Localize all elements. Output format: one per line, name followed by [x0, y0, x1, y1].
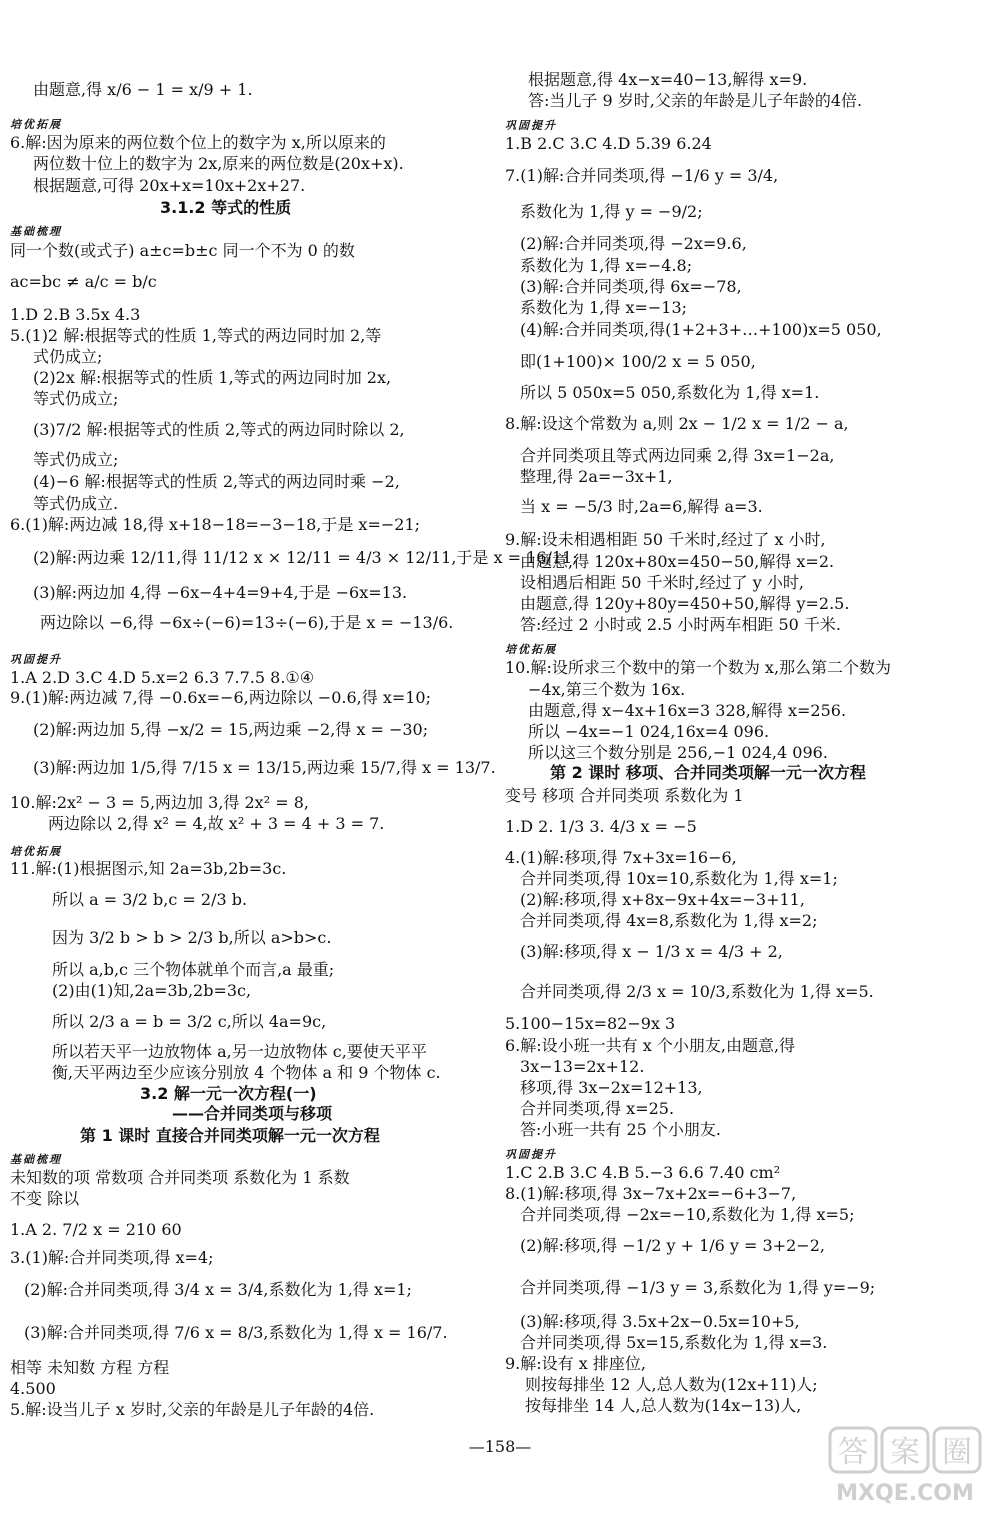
answer-line: ac=bc ≠ a/c = b/c	[10, 272, 157, 291]
answer-line: (2)解:两边加 5,得 −x/2 = 15,两边乘 −2,得 x = −30;	[33, 720, 429, 739]
section-heading: 巩固提升	[10, 653, 62, 666]
answer-line: 3x−13=2x+12.	[520, 1057, 645, 1076]
answer-line: 合并同类项,得 4x=8,系数化为 1,得 x=2;	[520, 911, 818, 930]
answer-line: (3)7/2 解:根据等式的性质 2,等式的两边同时除以 2,	[33, 420, 405, 439]
answer-line: 1.C 2.B 3.C 4.B 5.−3 6.6 7.40 cm²	[505, 1163, 781, 1182]
answer-line: 1.A 2.D 3.C 4.D 5.x=2 6.3 7.7.5 8.①④	[10, 668, 315, 687]
answer-line: 同一个数(或式子) a±c=b±c 同一个不为 0 的数	[10, 241, 355, 260]
answer-line: (2)解:两边乘 12/11,得 11/12 x × 12/11 = 4/3 × 12/11,于是 x = 16/11;	[33, 548, 578, 567]
answer-line: 合并同类项,得 x=25.	[520, 1099, 675, 1118]
section-heading: 巩固提升	[505, 1148, 557, 1161]
watermark-char-1: 答	[838, 1435, 868, 1470]
answer-line: 10.解:设所求三个数中的第一个数为 x,那么第二个数为	[505, 658, 892, 677]
section-heading: 基础梳理	[10, 1153, 62, 1166]
answer-line: 答:小班一共有 25 个小朋友.	[520, 1120, 722, 1139]
answer-line: 1.B 2.C 3.C 4.D 5.39 6.24	[505, 134, 712, 153]
answer-line: (3)解:合并同类项,得 7/6 x = 8/3,系数化为 1,得 x = 16/7.	[24, 1323, 448, 1342]
answer-line: 合并同类项,得 10x=10,系数化为 1,得 x=1;	[520, 869, 838, 888]
answer-line: 设相遇后相距 50 千米时,经过了 y 小时,	[520, 573, 804, 592]
watermark-logo	[820, 1420, 990, 1510]
answer-line: 由题意,得 x/6 − 1 = x/9 + 1.	[33, 80, 253, 99]
section-heading: 培优拓展	[10, 118, 62, 131]
answer-line: 由题意,得 120y+80y=450+50,解得 y=2.5.	[520, 594, 850, 613]
answer-line: 所以 a = 3/2 b,c = 2/3 b.	[52, 890, 248, 909]
answer-line: 答:经过 2 小时或 2.5 小时两车相距 50 千米.	[520, 615, 841, 634]
answer-line: 所以 −4x=−1 024,16x=4 096.	[528, 722, 770, 741]
answer-line: 所以 2/3 a = b = 3/2 c,所以 4a=9c,	[52, 1012, 327, 1031]
answer-line: 1.A 2. 7/2 x = 210 60	[10, 1220, 182, 1239]
answer-line: (3)解:移项,得 3.5x+2x−0.5x=10+5,	[520, 1312, 800, 1331]
answer-line: 系数化为 1,得 x=−13;	[520, 298, 688, 317]
answer-line: (2)2x 解:根据等式的性质 1,等式的两边同时加 2x,	[33, 368, 392, 387]
answer-line: 4.500	[10, 1379, 56, 1398]
answer-line: 整理,得 2a=−3x+1,	[520, 467, 673, 486]
answer-line: 6.解:因为原来的两位数个位上的数字为 x,所以原来的	[10, 133, 386, 152]
answer-line: 合并同类项且等式两边同乘 2,得 3x=1−2a,	[520, 446, 835, 465]
answer-line: 10.解:2x² − 3 = 5,两边加 3,得 2x² = 8,	[10, 793, 309, 812]
answer-line: 9.解:设未相遇相距 50 千米时,经过了 x 小时,	[505, 530, 826, 549]
answer-line: 相等 未知数 方程 方程	[10, 1358, 170, 1377]
watermark-url: MXQE.COM	[836, 1481, 974, 1506]
answer-line: 5.(1)2 解:根据等式的性质 1,等式的两边同时加 2,等	[10, 326, 382, 345]
watermark-char-2: 案	[890, 1435, 920, 1470]
answer-line: (4)−6 解:根据等式的性质 2,等式的两边同时乘 −2,	[33, 472, 400, 491]
answer-line: 8.(1)解:移项,得 3x−7x+2x=−6+3−7,	[505, 1184, 797, 1203]
answer-line: (3)解:合并同类项,得 6x=−78,	[520, 277, 742, 296]
answer-line: −4x,第三个数为 16x.	[528, 680, 686, 699]
answer-line: 式仍成立;	[33, 347, 103, 366]
answer-line: 根据题意,可得 20x+x=10x+2x+27.	[33, 176, 306, 195]
answer-line: 1.D 2. 1/3 3. 4/3 x = −5	[505, 817, 697, 836]
answer-line: 所以 a,b,c 三个物体就单个而言,a 最重;	[52, 960, 335, 979]
answer-line: 移项,得 3x−2x=12+13,	[520, 1078, 703, 1097]
answer-line: 1.D 2.B 3.5x 4.3	[10, 305, 141, 324]
answer-line: 合并同类项,得 5x=15,系数化为 1,得 x=3.	[520, 1333, 828, 1352]
page-number: —158—	[468, 1437, 532, 1456]
section-heading: 基础梳理	[10, 225, 62, 238]
lesson-title: ——合并同类项与移项	[172, 1104, 333, 1123]
answer-line: 变号 移项 合并同类项 系数化为 1	[505, 786, 744, 805]
answer-line: 8.解:设这个常数为 a,则 2x − 1/2 x = 1/2 − a,	[505, 414, 849, 433]
answer-line: 因为 3/2 b > b > 2/3 b,所以 a>b>c.	[52, 928, 332, 947]
answer-line: 6.解:设小班一共有 x 个小朋友,由题意,得	[505, 1036, 796, 1055]
answer-line: 即(1+100)× 100/2 x = 5 050,	[520, 352, 756, 371]
answer-line: 合并同类项,得 −1/3 y = 3,系数化为 1,得 y=−9;	[520, 1278, 876, 1297]
lesson-title: 3.1.2 等式的性质	[160, 198, 292, 217]
answer-line: 两边除以 2,得 x² = 4,故 x² + 3 = 4 + 3 = 7.	[48, 814, 385, 833]
answer-line: 7.(1)解:合并同类项,得 −1/6 y = 3/4,	[505, 166, 779, 185]
answer-line: 6.(1)解:两边减 18,得 x+18−18=−3−18,于是 x=−21;	[10, 515, 421, 534]
answer-line: 未知数的项 常数项 合并同类项 系数化为 1 系数	[10, 1168, 350, 1187]
answer-line: 9.(1)解:两边减 7,得 −0.6x=−6,两边除以 −0.6,得 x=10;	[10, 688, 432, 707]
section-heading: 培优拓展	[10, 845, 62, 858]
answer-line: 则按每排坐 12 人,总人数为(12x+11)人;	[525, 1375, 818, 1394]
answer-line: 两位数十位上的数字为 2x,原来的两位数是(20x+x).	[33, 154, 404, 173]
watermark-char-3: 圈	[942, 1435, 972, 1470]
answer-line: 3.(1)解:合并同类项,得 x=4;	[10, 1248, 214, 1267]
answer-line: 系数化为 1,得 y = −9/2;	[520, 202, 703, 221]
answer-line: (2)解:移项,得 −1/2 y + 1/6 y = 3+2−2,	[520, 1236, 825, 1255]
answer-line: 衡,天平两边至少应该分别放 4 个物体 a 和 9 个物体 c.	[52, 1063, 441, 1082]
answer-line: 答:当儿子 9 岁时,父亲的年龄是儿子年龄的4倍.	[528, 91, 863, 110]
section-heading: 培优拓展	[505, 643, 557, 656]
answer-line: 合并同类项,得 2/3 x = 10/3,系数化为 1,得 x=5.	[520, 982, 874, 1001]
answer-line: (2)解:移项,得 x+8x−9x+4x=−3+11,	[520, 890, 805, 909]
answer-line: (3)解:两边加 4,得 −6x−4+4=9+4,于是 −6x=13.	[33, 583, 408, 602]
answer-line: (2)解:合并同类项,得 3/4 x = 3/4,系数化为 1,得 x=1;	[24, 1280, 412, 1299]
answer-line: 按每排坐 14 人,总人数为(14x−13)人,	[525, 1396, 802, 1415]
answer-line: (2)解:合并同类项,得 −2x=9.6,	[520, 234, 747, 253]
answer-line: 等式仍成立;	[33, 450, 119, 469]
answer-line: 不变 除以	[10, 1189, 80, 1208]
answer-line: 4.(1)解:移项,得 7x+3x=16−6,	[505, 848, 737, 867]
answer-line: 根据题意,得 4x−x=40−13,解得 x=9.	[528, 70, 808, 89]
answer-line: 系数化为 1,得 x=−4.8;	[520, 256, 693, 275]
answer-line: 5.100−15x=82−9x 3	[505, 1014, 676, 1033]
answer-line: 等式仍成立;	[33, 389, 119, 408]
answer-line: 由题意,得 120x+80x=450−50,解得 x=2.	[520, 552, 835, 571]
answer-line: 当 x = −5/3 时,2a=6,解得 a=3.	[520, 497, 763, 516]
answer-line: (3)解:两边加 1/5,得 7/15 x = 13/15,两边乘 15/7,得 x = 13/7.	[33, 758, 496, 777]
answer-line: 合并同类项,得 −2x=−10,系数化为 1,得 x=5;	[520, 1205, 855, 1224]
answer-line: (3)解:移项,得 x − 1/3 x = 4/3 + 2,	[520, 942, 783, 961]
answer-line: 等式仍成立.	[33, 494, 119, 513]
answer-line: 由题意,得 x−4x+16x=3 328,解得 x=256.	[528, 701, 847, 720]
lesson-title: 3.2 解一元一次方程(一)	[140, 1084, 317, 1103]
answer-line: 所以 5 050x=5 050,系数化为 1,得 x=1.	[520, 383, 820, 402]
lesson-title: 第 2 课时 移项、合并同类项解一元一次方程	[550, 763, 866, 782]
answer-line: 9.解:设有 x 排座位,	[505, 1354, 646, 1373]
section-heading: 巩固提升	[505, 119, 557, 132]
answer-line: 所以这三个数分别是 256,−1 024,4 096.	[528, 743, 828, 762]
answer-line: 所以若天平一边放物体 a,另一边放物体 c,要使天平平	[52, 1042, 427, 1061]
lesson-title: 第 1 课时 直接合并同类项解一元一次方程	[80, 1126, 380, 1145]
answer-line: 11.解:(1)根据图示,知 2a=3b,2b=3c.	[10, 859, 287, 878]
answer-line: (2)由(1)知,2a=3b,2b=3c,	[52, 981, 252, 1000]
answer-line: (4)解:合并同类项,得(1+2+3+…+100)x=5 050,	[520, 320, 882, 339]
answer-line: 两边除以 −6,得 −6x÷(−6)=13÷(−6),于是 x = −13/6.	[40, 613, 454, 632]
answer-line: 5.解:设当儿子 x 岁时,父亲的年龄是儿子年龄的4倍.	[10, 1400, 375, 1419]
